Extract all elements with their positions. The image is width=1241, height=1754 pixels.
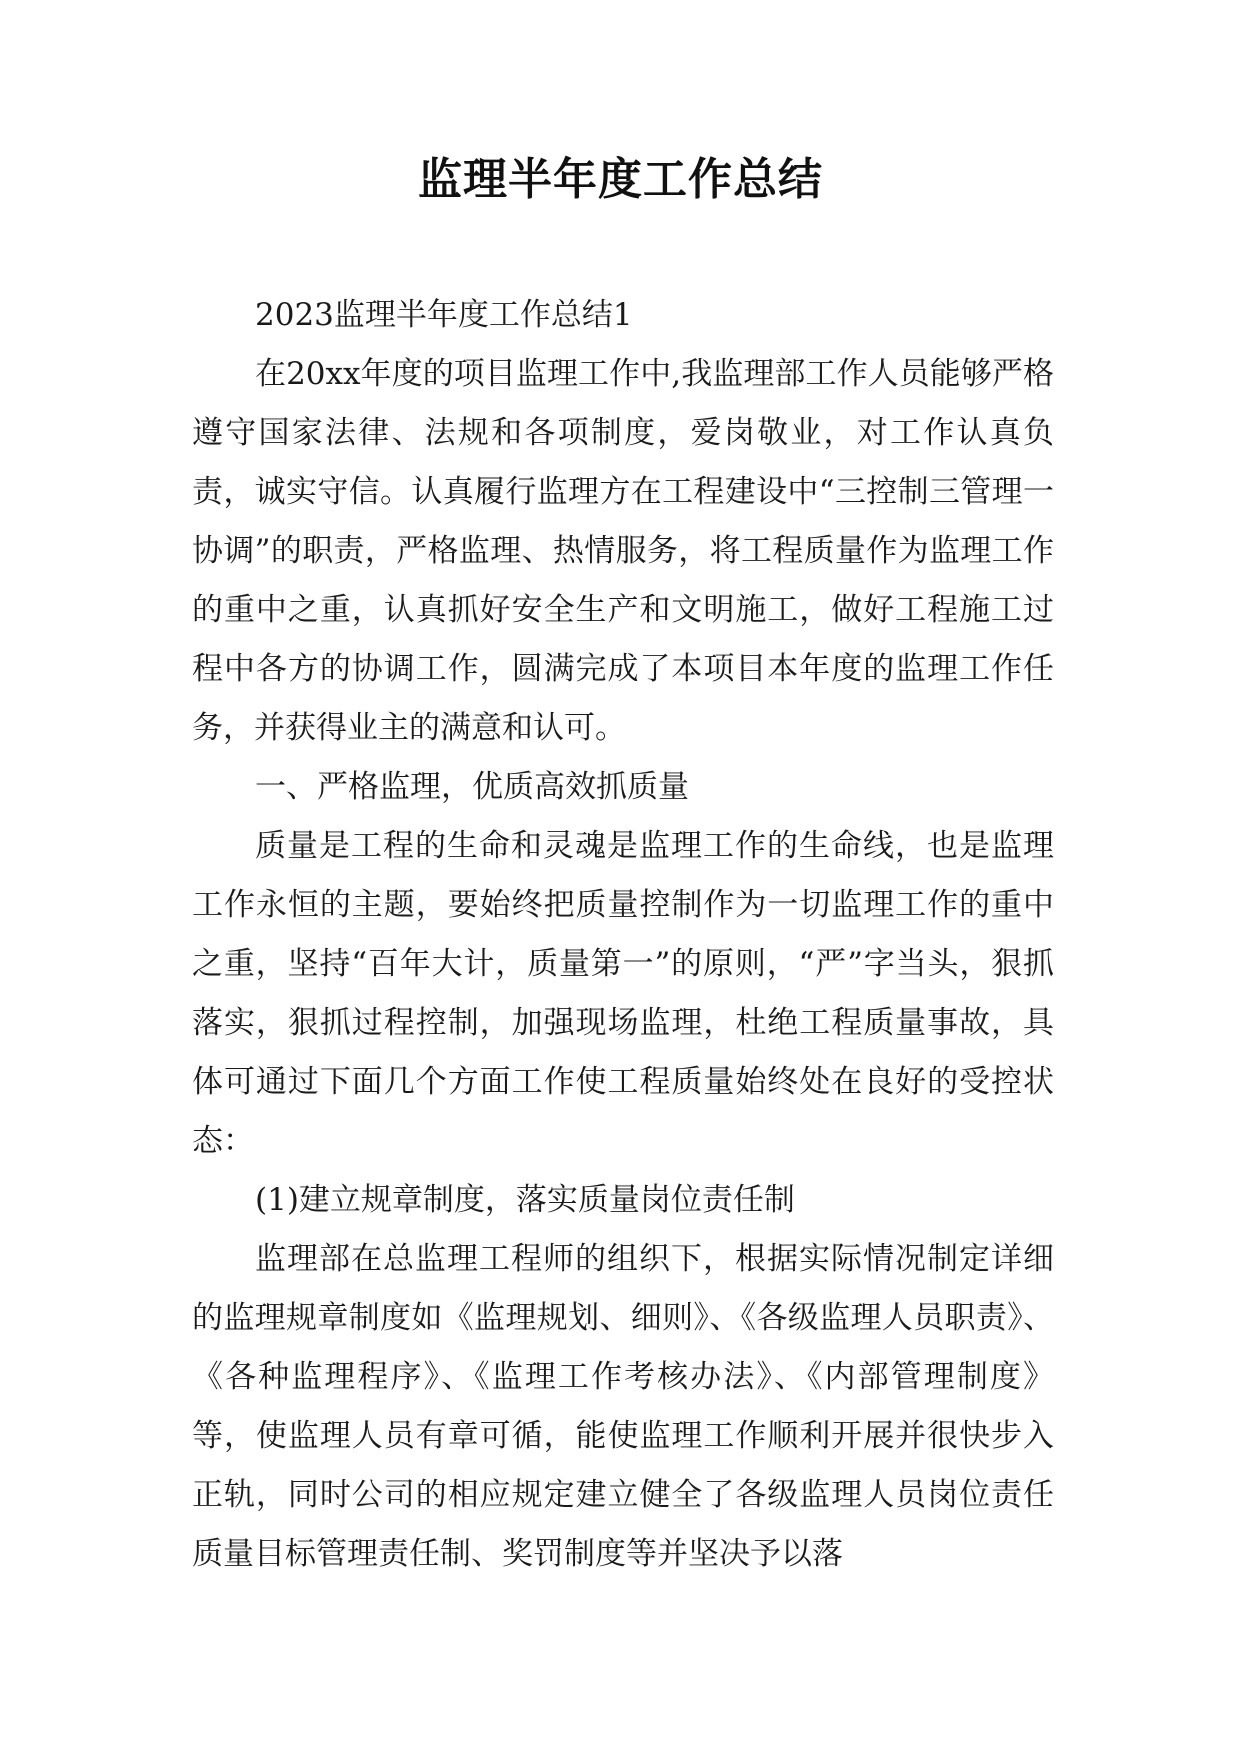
section-heading: 2023监理半年度工作总结1 [255, 297, 633, 333]
section-heading: 一、严格监理，优质高效抓质量 [255, 769, 689, 805]
body-paragraph: 在20xx年度的项目监理工作中,我监理部工作人员能够严格遵守国家法律、法规和各项制度，爱岗敬业，对工作认真负责，诚实守信。认真履行监理方在工程建设中“三控制三管理一协调”的职责，严格监理、热情服务，将工程质量作为监理工作的重中之重，认真抓好安全生产和文明施工，做好工程施工过程中各方的协调工作，圆满完成了本项目本年度的监理工作任务，并获得业主的满意和认可。 [192, 356, 1054, 746]
document-title: 监理半年度工作总结 [418, 154, 823, 205]
body-paragraph: 质量是工程的生命和灵魂是监理工作的生命线，也是监理工作永恒的主题，要始终把质量控制作为一切监理工作的重中之重，坚持“百年大计，质量第一”的原则，“严”字当头，狠抓落实，狠抓过程控制，加强现场监理，杜绝工程质量事故，具体可通过下面几个方面工作使工程质量始终处在良好的受控状态： [192, 828, 1054, 1159]
document-body [192, 286, 1054, 1584]
body-paragraph: 监理部在总监理工程师的组织下，根据实际情况制定详细的监理规章制度如《监理规划、细则》、《各级监理人员职责》、《各种监理程序》、《监理工作考核办法》、《内部管理制度》等，使监理人员有章可循，能使监理工作顺利开展并很快步入正轨，同时公司的相应规定建立健全了各级监理人员岗位责任质量目标管理责任制、奖罚制度等并坚决予以落 [192, 1241, 1054, 1572]
subsection-heading: (1)建立规章制度，落实质量岗位责任制 [255, 1182, 795, 1218]
